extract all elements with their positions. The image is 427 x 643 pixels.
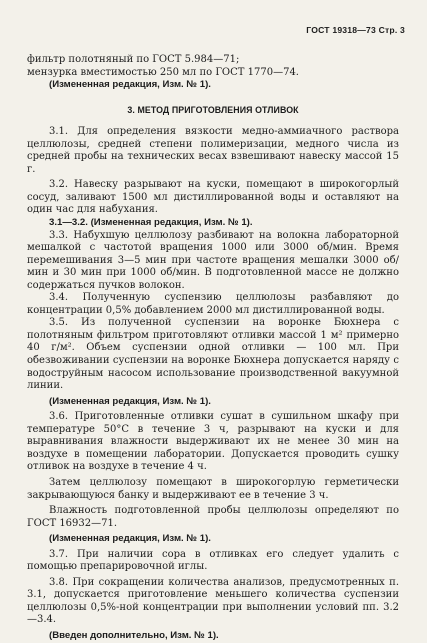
paragraph-storage: Затем целлюлозу помещают в широкогорлую герметически закрывающуюся банку и выдерживают ее в течение 3 ч. (27, 476, 399, 501)
clause-3-3: 3.3. Набухшую целлюлозу разбивают на волокна лабораторной мешалкой с частотой вращения 1000 или 3000 об/мин. Время перемешивания 3—5 мин при частоте вращения мешалки 3000 об/мин и 30 мин при 1000 об/мин. В подготовленной массе не должно содержаться пучков волокон. (27, 229, 399, 291)
clause-3-5: 3.5. Из полученной суспензии на воронке Бюхнера с полотняным фильтром приготовляют отливки массой 1 м² примерно 40 г/м². Объем суспензии одной отливки — 100 мл. При обезвоживании суспензии на воронке Бюхнера допускается наряду с водоструйным насосом использование производственной вакуумной линии. (27, 317, 399, 392)
amendment-note: (Введен дополнительно, Изм. № 1). (49, 629, 219, 641)
clause-3-6: 3.6. Приготовленные отливки сушат в сушильном шкафу при температуре 50°С в течение 3 ч, разрывают на куски и для выравнивания влажности выдерживают их не менее 30 мин на воздухе в помещении лаборатории. Допускается проводить сушку отливок на воздухе в течение 4 ч. (27, 411, 399, 473)
clause-3-8: 3.8. При сокращении количества анализов, предусмотренных п. 3.1, допускается приготовление меньшего количества суспензии целлюлозы 0,5%-ной концентрации при выполнении условий пп. 3.2—3.4. (27, 576, 399, 626)
amendment-note: 3.1—3.2. (Измененная редакция, Изм. № 1). (49, 217, 253, 229)
clause-3-4: 3.4. Полученную суспензию целлюлозы разбавляют до концентрации 0,5% добавлением 2000 мл дистиллированной воды. (27, 292, 399, 316)
amendment-note: (Измененная редакция, Изм. № 1). (49, 395, 211, 407)
clause-3-2: 3.2. Навеску разрывают на куски, помещают в широкогорлый сосуд, заливают 1500 мл дистиллированной воды и оставляют на один час для набухания. (27, 179, 399, 216)
amendment-note: (Измененная редакция, Изм. № 1). (49, 79, 211, 91)
amendment-note: (Измененная редакция, Изм. № 1). (49, 533, 211, 545)
list-item-beaker: мензурка вместимостью 250 мл по ГОСТ 1770—74. (27, 66, 299, 78)
document-body (27, 54, 399, 643)
list-item-filter: фильтр полотняный по ГОСТ 5.984—71; (27, 54, 240, 65)
clause-3-7: 3.7. При наличии сора в отливках его следует удалить с помощью препарировочной иглы. (27, 548, 399, 573)
section-title: 3. МЕТОД ПРИГОТОВЛЕНИЯ ОТЛИВОК (127, 104, 299, 115)
paragraph-moisture: Влажность подготовленной пробы целлюлозы определяют по ГОСТ 16932—71. (27, 505, 399, 529)
page-header: ГОСТ 19318—73 Стр. 3 (306, 25, 405, 35)
clause-3-1: 3.1. Для определения вязкости медно-аммиачного раствора целлюлозы, средней степени полимеризации, медного числа из средней пробы на технических весах взвешивают навеску массой 15 г. (27, 126, 399, 175)
